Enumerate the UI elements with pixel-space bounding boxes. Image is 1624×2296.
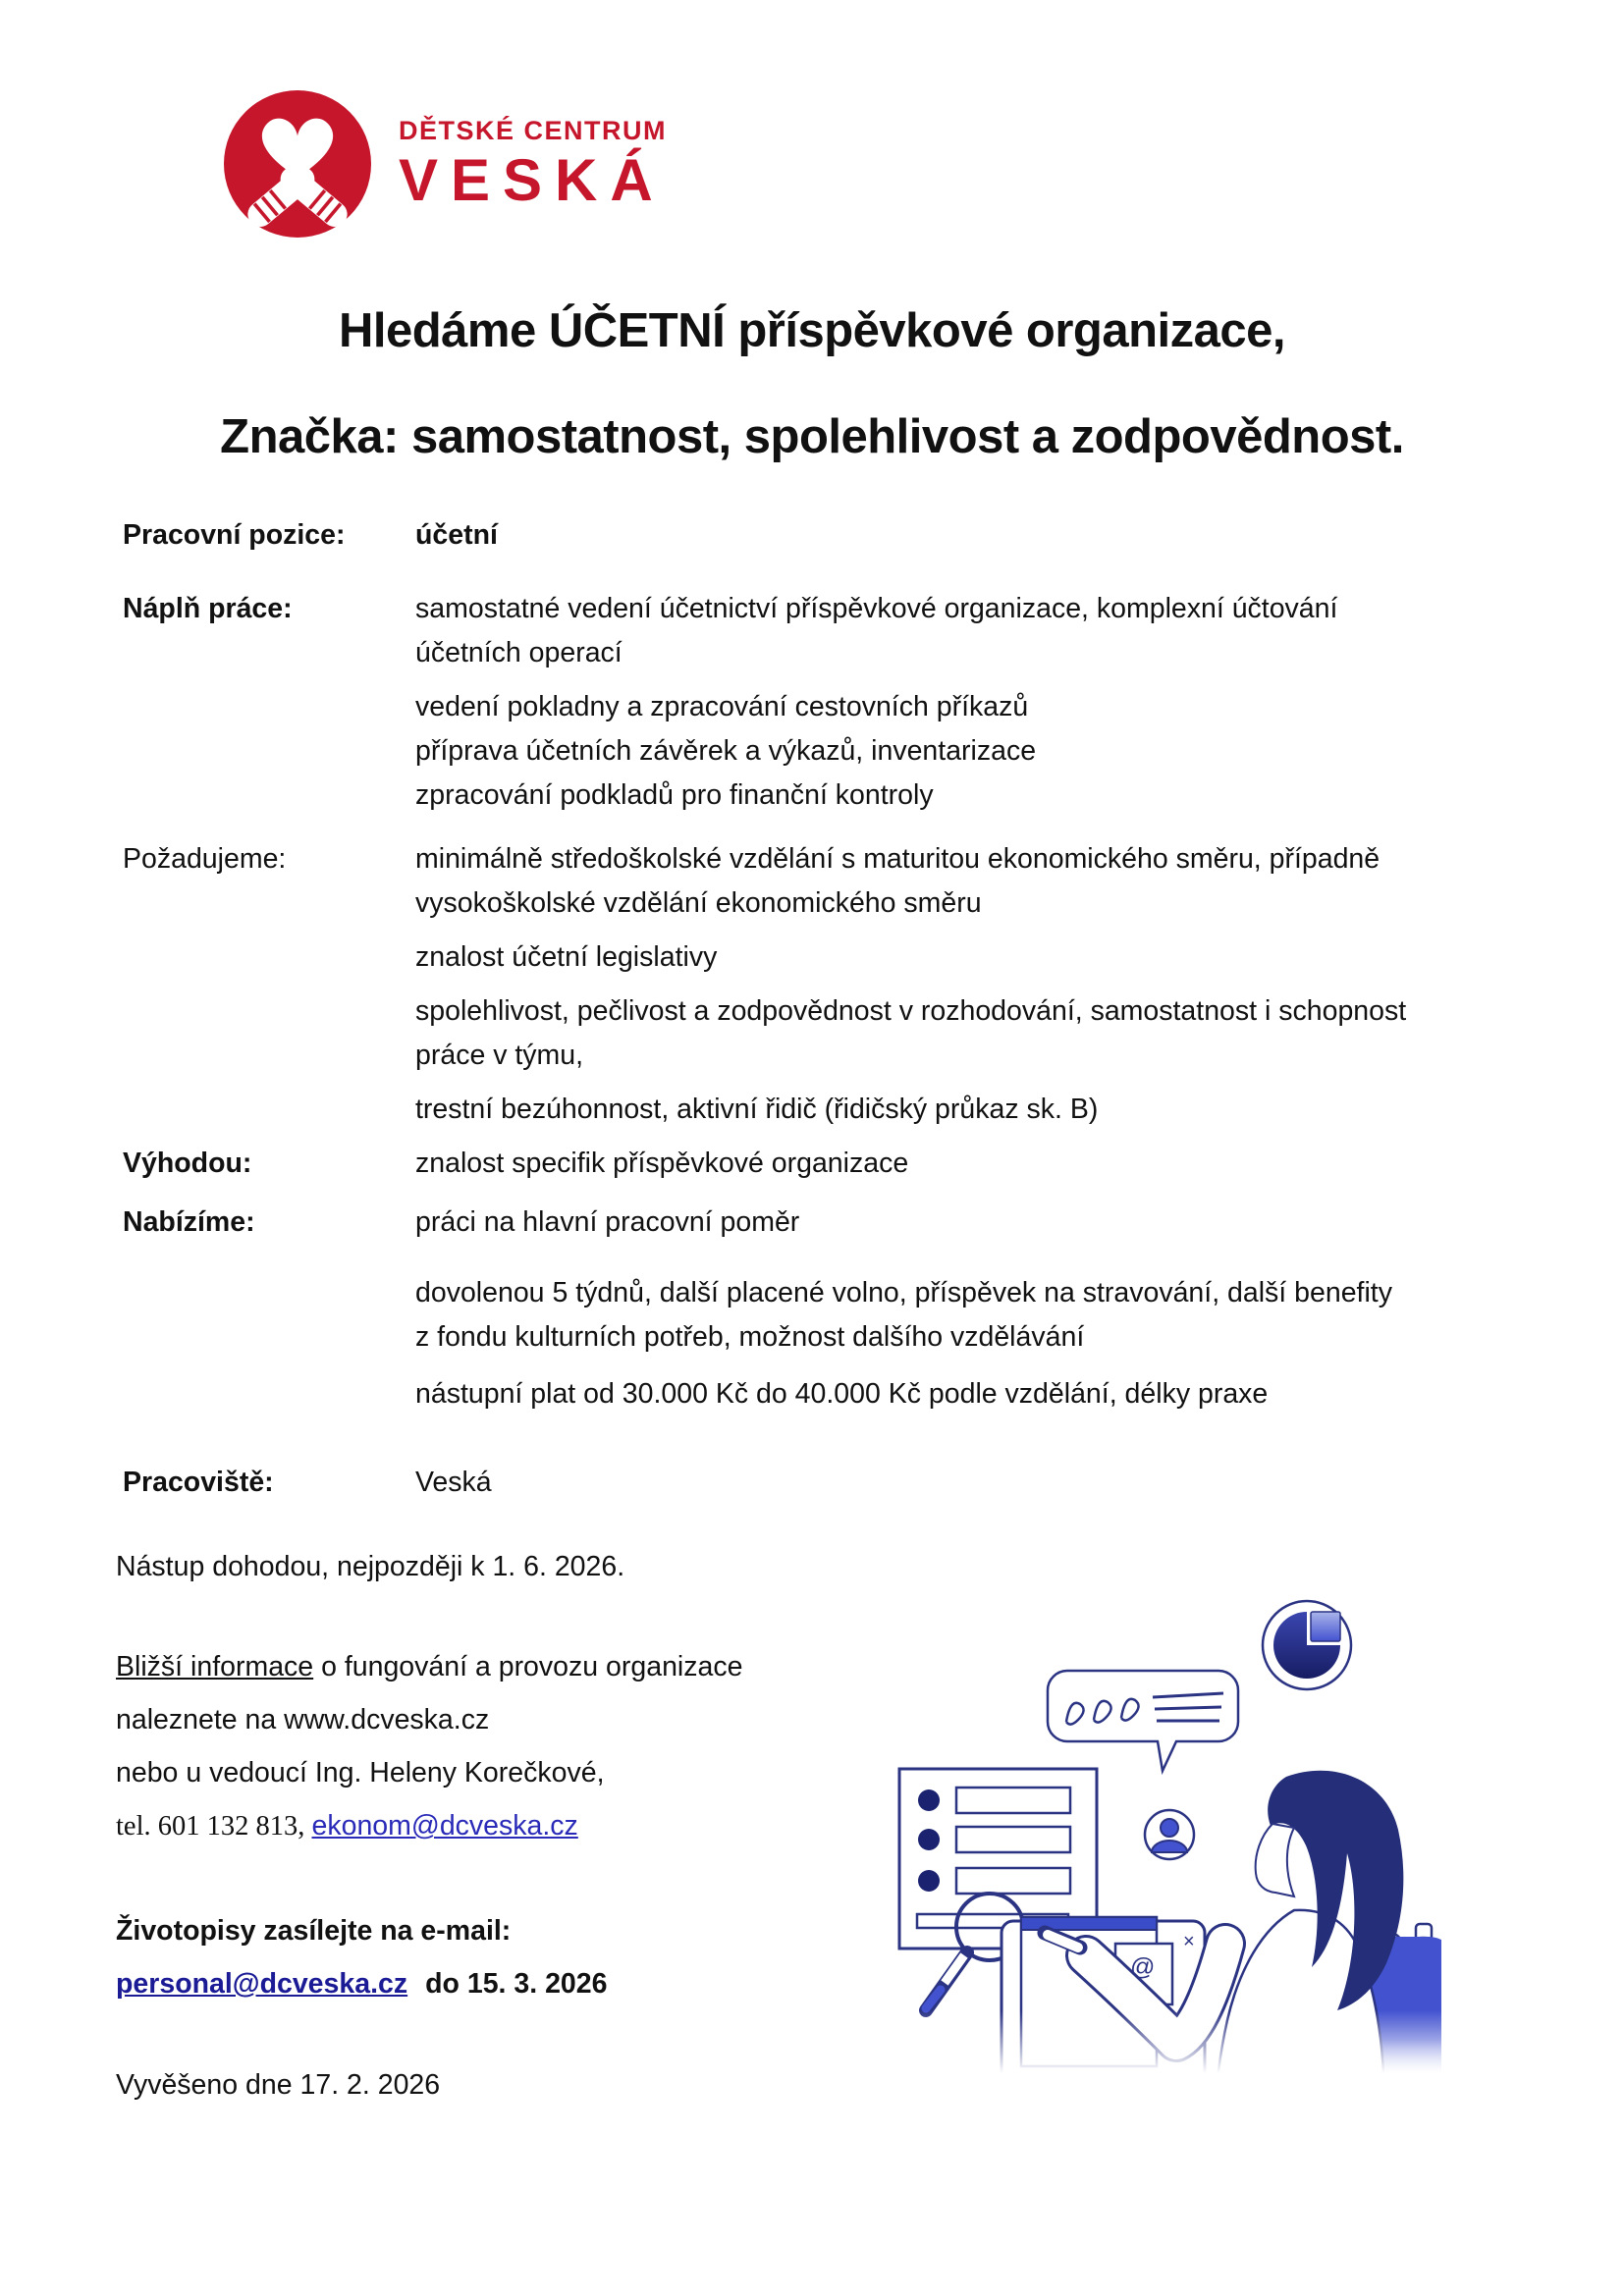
row-offer-salary [123, 1372, 1624, 1416]
organization-logo [224, 90, 667, 238]
row-text-line: zpracování podkladů pro finanční kontroly [415, 779, 934, 811]
row-label: Náplň práce: [123, 593, 293, 624]
info-line: naleznete na www.dcveska.cz [116, 1704, 490, 1735]
job-details [0, 513, 1624, 1505]
row-text-line: Veská [415, 1467, 492, 1498]
row-text-line: trestní bezúhonnost, aktivní řidič (řidičský průkaz sk. B) [415, 1094, 1099, 1125]
logo-org-type: DĚTSKÉ CENTRUM [399, 116, 668, 145]
row-label: Nabízíme: [123, 1206, 255, 1238]
logo-wordmark [399, 116, 667, 212]
row-duties [123, 587, 1624, 675]
row-text-line: příprava účetních závěrek a výkazů, inventarizace [415, 735, 1037, 767]
row-duty [123, 729, 1624, 774]
row-duty [123, 685, 1624, 729]
row-text-line: práci na hlavní pracovní poměr [415, 1206, 800, 1238]
info-rest: o fungování a provozu organizace [313, 1651, 743, 1682]
start-date-line: Nástup dohodou, nejpozději k 1. 6. 2026. [116, 1551, 625, 1582]
window-close-glyph: × [1183, 1931, 1195, 1952]
row-text-line: minimálně středoškolské vzdělání s maturitou ekonomického směru, případně [415, 843, 1380, 875]
row-requirement [123, 935, 1624, 980]
info-underlined: Bližší informace [116, 1651, 314, 1682]
row-advantage [123, 1142, 1624, 1186]
at-symbol: @ [1130, 1953, 1156, 1981]
row-label: Výhodou: [123, 1148, 252, 1179]
cv-email-link[interactable]: personal@dcveska.cz [116, 1968, 408, 2000]
row-text-line: účetních operací [415, 637, 623, 668]
accountant-illustration [833, 1598, 1441, 2089]
info-email-link[interactable]: ekonom@dcveska.cz [311, 1810, 578, 1842]
row-text-line: spolehlivost, pečlivost a zodpovědnost v rozhodování, samostatnost i schopnost [415, 995, 1407, 1027]
posted-date: Vyvěšeno dne 17. 2. 2026 [116, 2069, 441, 2101]
row-offer [123, 1201, 1624, 1245]
row-value: účetní [415, 519, 498, 551]
user-avatar-icon [1145, 1810, 1194, 1859]
headline-line2: Značka: samostatnost, spolehlivost a zodpovědnost. [220, 410, 1404, 463]
logo-org-name: VESKÁ [399, 147, 666, 213]
pie-chart-icon [1263, 1601, 1351, 1689]
row-text-line: práce v týmu, [415, 1040, 584, 1071]
headline-line1: Hledáme ÚČETNÍ příspěvkové organizace, [338, 304, 1286, 357]
row-text-line: vedení pokladny a zpracování cestovních příkazů [415, 691, 1029, 722]
row-duty [123, 774, 1624, 818]
row-label: Pracovní pozice: [123, 519, 346, 551]
row-workplace [123, 1461, 1624, 1505]
row-text-line: nástupní plat od 30.000 Kč do 40.000 Kč podle vzdělání, délky praxe [415, 1378, 1269, 1410]
row-label: Pracoviště: [123, 1467, 274, 1498]
row-text-line: znalost účetní legislativy [415, 941, 718, 973]
row-requirement [123, 1088, 1624, 1132]
row-text-line: z fondu kulturních potřeb, možnost dalšího vzdělávání [415, 1321, 1085, 1353]
row-offer-benefits [123, 1271, 1624, 1360]
cv-deadline: do 15. 3. 2026 [425, 1968, 608, 2000]
info-line: nebo u vedoucí Ing. Heleny Korečkové, [116, 1757, 605, 1789]
phone-number: tel. 601 132 813, [116, 1811, 312, 1842]
row-label: Požadujeme: [123, 843, 287, 875]
row-requirement [123, 989, 1624, 1078]
row-position [123, 513, 1624, 558]
row-text-line: dovolenou 5 týdnů, další placené volno, příspěvek na stravování, další benefity [415, 1277, 1392, 1308]
row-requirements [123, 837, 1624, 926]
row-text-line: vysokoškolské vzdělání ekonomického směru [415, 887, 982, 919]
speech-bubble-icon [1048, 1671, 1238, 1771]
row-text-line: znalost specifik příspěvkové organizace [415, 1148, 909, 1179]
row-text-line: samostatné vedení účetnictví příspěvkové organizace, komplexní účtování [415, 593, 1338, 624]
cv-heading: Životopisy zasílejte na e-mail: [116, 1915, 512, 1947]
heart-hands-logo-icon [224, 90, 371, 238]
